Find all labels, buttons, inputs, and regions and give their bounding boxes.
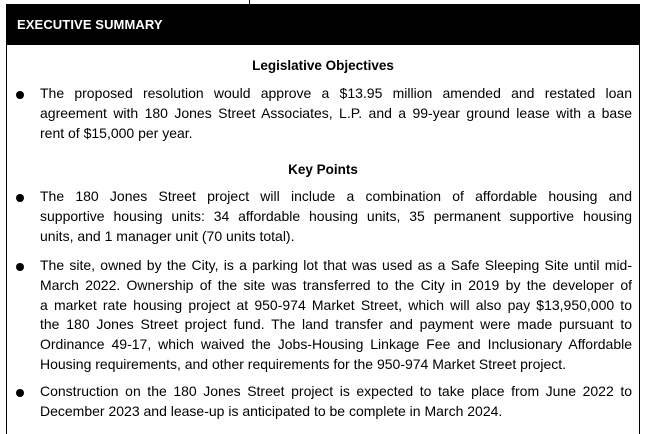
bullet-text-construction-timeline <box>40 382 632 422</box>
text-line: agreement with 180 Jones Street Associates, L.P. and a 99-year ground lease with a base <box>40 104 632 121</box>
text-line: The 180 Jones Street project will include a combination of affordable housing and <box>40 188 632 204</box>
text-line: March 2022. Ownership of the site was transferred to the City in 2019 by the developer of <box>40 276 632 293</box>
section-heading-legislative-objectives: Legislative Objectives <box>252 58 394 73</box>
text-line: Housing requirements, and other requirements for the 950-974 Market Street project. <box>40 355 567 372</box>
bullet-text-project-units <box>40 187 632 246</box>
bullet-dot <box>16 389 24 397</box>
text-line: supportive housing units: 34 affordable housing units, 35 permanent supportive housing <box>40 207 632 224</box>
text-line: December 2023 and lease-up is anticipated to be complete in March 2024. <box>40 402 503 419</box>
bullet-dot <box>16 91 24 99</box>
text-line: rent of $15,000 per year. <box>40 124 193 141</box>
text-line: units, and 1 manager unit (70 units total). <box>40 227 295 244</box>
text-line: The site, owned by the City, is a parking lot that was used as a Safe Sleeping Site until mid- <box>40 257 632 273</box>
text-line: The proposed resolution would approve a $13.95 million amended and restated loan <box>40 85 632 101</box>
text-line: the 180 Jones Street project fund. The land transfer and payment were made pursuant to <box>40 316 632 333</box>
text-line: Construction on the 180 Jones Street project is expected to take place from June 2022 to <box>40 383 632 399</box>
bullet-dot <box>16 263 24 271</box>
executive-summary-header <box>6 4 640 45</box>
header-title: EXECUTIVE SUMMARY <box>17 17 163 32</box>
bullet-text-site-ownership <box>40 256 632 375</box>
bullet-text-resolution <box>40 84 632 143</box>
bullet-dot <box>16 194 24 202</box>
text-line: Ordinance 49-17, which waived the Jobs-Housing Linkage Fee and Inclusionary Affordable <box>40 336 632 353</box>
section-heading-key-points: Key Points <box>288 162 358 177</box>
text-line: a market rate housing project at 950-974 Market Street, which will also pay $13,950,000 to <box>40 296 632 313</box>
